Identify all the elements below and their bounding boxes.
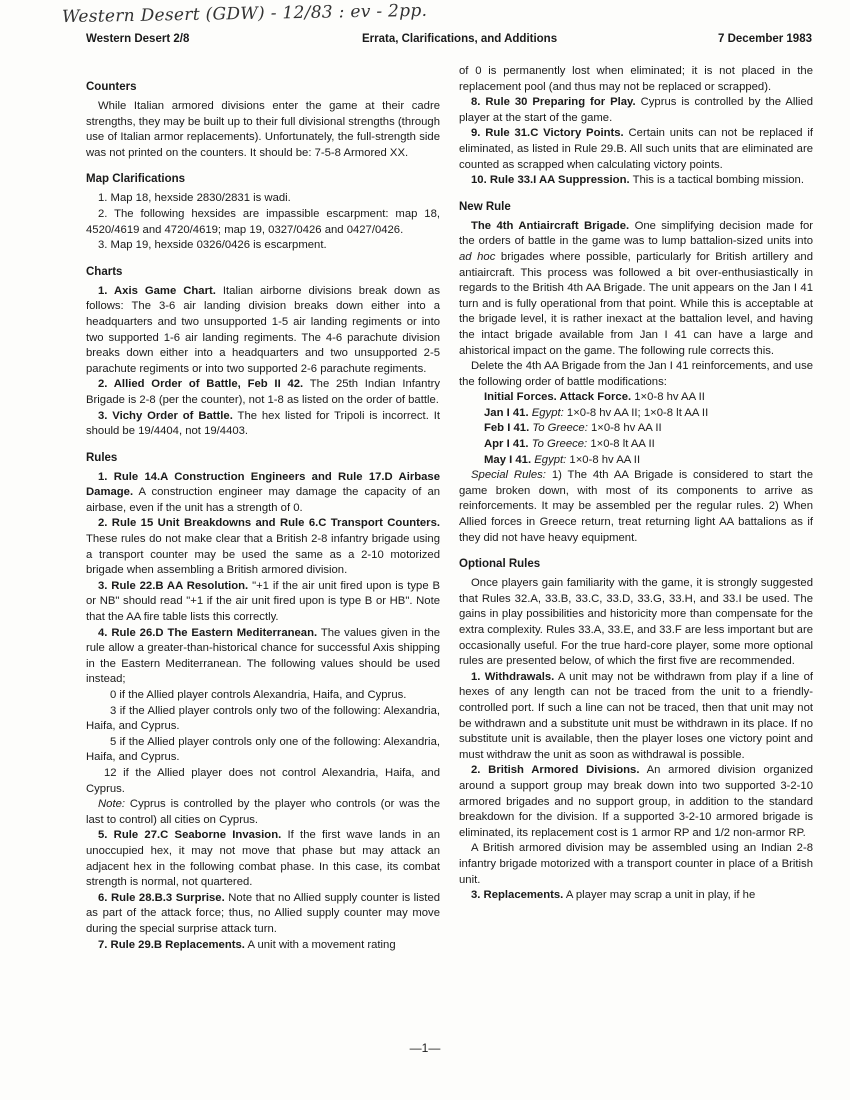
section-counters-title: Counters — [86, 81, 137, 93]
optional-item-2-extra: A British armored division may be assembled using an Indian 2-8 infantry brigade motorized with a transport counter in place of a British unit. — [459, 842, 813, 886]
page-number: —1— — [409, 1041, 441, 1055]
rule-item-9: 9. Rule 31.C Victory Points. Certain units can not be replaced if eliminated, as listed in Rule 29.B. All such units that are eliminated are counted as scrapped when calculating victory points. — [459, 127, 814, 171]
rule-item-7: 7. Rule 29.B Replacements. A unit with a movement rating — [98, 938, 396, 951]
oob-line-3: Feb I 41. To Greece: 1×0-8 hv AA II — [484, 422, 662, 435]
counters-text: While Italian armored divisions enter the game at their cadre strengths, they may be built up to their full divisional strengths (through use of Italian armor replacements). Unfortunately, the full-strength side was not printed on the counters. It should be: 7-5-8 Armored XX. — [86, 100, 440, 159]
section-optional-title: Optional Rules — [459, 558, 541, 571]
rule-item-3: 3. Rule 22.B AA Resolution. "+1 if the air unit fired upon is type B or NB" should read "+1 if the air unit fired upon is type B or HB". Note that the AA fire table lists this correctly. — [86, 579, 440, 624]
oob-line-4: Apr I 41. To Greece: 1×0-8 lt AA II — [484, 438, 655, 451]
rule-item-1: 1. Rule 14.A Construction Engineers and Rule 17.D Airbase Damage. A construction engineer may damage the capacity of an airbase, even if the unit has a strength of 0. — [86, 470, 441, 514]
map-item-2: 2. The following hexsides are impassible escarpment: map 18, 4520/4619 and 4720/4619; map 19, 0327/0426 and 0427/0426. — [86, 207, 440, 236]
optional-item-1: 1. Withdrawals. A unit may not be withdrawn from play if a line of hexes of any length can not be traced from the unit to a friendly-controlled port. If such a line can not be traced, then that unit may not be withdrawn and a substitute unit must be withdrawn in its place. If no substitute unit is available, then the player loses one victory point and must withdraw the unit as soon as withdrawal is possible. — [459, 670, 813, 761]
handwritten-note: Western Desert (GDW) - 12/83 : ev - 2pp. — [61, 0, 428, 28]
chart-item-1: 1. Axis Game Chart. Italian airborne divisions break down as follows: The 3-6 air landing division breaks down either into a headquarters and two unsupported 1-5 air landing regiments or into two supported 1-6 air landing regiments. The 4-6 parachute division breaks down either into a headquarters and two unsupported 2-5 parachute regiments or into two supported 2-6 parachute regiments. — [86, 284, 440, 375]
page-header — [86, 33, 812, 51]
left-column — [86, 80, 440, 953]
right-column — [459, 64, 813, 904]
rule-4-note: Note: Cyprus is controlled by the player who controls (or was the last to control) all cities on Cyprus. — [86, 798, 440, 826]
optional-item-3: 3. Replacements. A player may scrap a unit in play, if he — [471, 889, 756, 902]
new-rule-delete: Delete the 4th AA Brigade from the Jan I 41 reinforcements, and use the following order of battle modifications: — [459, 360, 813, 388]
section-new-rule-title: New Rule — [459, 200, 511, 213]
header-title: Errata, Clarifications, and Additions — [362, 33, 558, 45]
map-item-1: 1. Map 18, hexside 2830/2831 is wadi. — [98, 192, 291, 205]
rule-7-continued: of 0 is permanently lost when eliminated; it is not placed in the replacement pool (and thus may not be replaced or scrapped). — [459, 65, 813, 93]
section-map-title: Map Clarifications — [86, 173, 186, 186]
rule-item-8: 8. Rule 30 Preparing for Play. Cyprus is controlled by the Allied player at the start of the game. — [459, 96, 814, 124]
rule-4-value-12: 12 if the Allied player does not control Alexandria, Haifa, and Cyprus. — [86, 766, 440, 795]
rule-4-value-5: 5 if the Allied player controls only one of the following: Alexandria, Haifa, and Cyprus. — [86, 735, 440, 764]
new-rule-intro: The 4th Antiaircraft Brigade. One simplifying decision made for the orders of battle in the game was to lump battalion-sized units into ad hoc brigades where possible, particularly for British artillery and antiaircraft. This process was followed a bit over-enthusiastically in regards to the British 4th AA Brigade. The unit appears on the Jan I 41 turn and is fully operational from that point. While this is acceptable at the brigade level, it is rather inexact at the battalion level, and having the intact brigade available from Jan I 41 can have a large and ahistorical impact on the game. The following rule corrects this. — [459, 219, 814, 357]
rule-item-2: 2. Rule 15 Unit Breakdowns and Rule 6.C Transport Counters. These rules do not make clear that a British 2-8 infantry brigade using a transport counter may be used the same as a 2-10 motorized brigade when assembling a British armored division. — [86, 517, 440, 577]
rule-4-value-0: 0 if the Allied player controls Alexandria, Haifa, and Cyprus. — [110, 689, 407, 701]
special-rules: Special Rules: 1) The 4th AA Brigade is considered to start the game broken down, with most of its components to arrive as reinforcements. It may be assembled per the regular rules. 2) When Allied forces in Greece return, treat returning light AA battalions as if they did not have heavy equipment. — [459, 469, 813, 544]
optional-item-2: 2. British Armored Divisions. An armored division organized around a support group may break down into two supported 3-2-10 armored brigades and no support group, in addition to the standard breakdown for the division. If a supported 3-2-10 armored brigade is eliminated, its replacement cost is 1 armor RP and 1/2 non-armor RP. — [459, 764, 814, 839]
oob-line-1: Initial Forces. Attack Force. 1×0-8 hv AA II — [484, 391, 705, 404]
rule-item-10: 10. Rule 33.I AA Suppression. This is a tactical bombing mission. — [471, 174, 804, 187]
chart-item-3: 3. Vichy Order of Battle. The hex listed for Tripoli is incorrect. It should be 19/4404, not 19/4403. — [86, 409, 441, 438]
rule-item-4: 4. Rule 26.D The Eastern Mediterranean. The values given in the rule allow a greater-than-historical chance for successful Axis shipping in the Eastern Mediterranean. The following values should be used instead; — [86, 626, 441, 686]
oob-line-2: Jan I 41. Egypt: 1×0-8 hv AA II; 1×0-8 lt AA II — [484, 406, 709, 419]
rule-4-value-3: 3 if the Allied player controls only two of the following: Alexandria, Haifa, and Cyprus. — [86, 704, 440, 733]
optional-intro: Once players gain familiarity with the game, it is strongly suggested that Rules 32.A, 33.B, 33.C, 33.D, 33.G, 33.H, and 33.I be used. The gains in play possibilities and historicity more than compensate for the extra complexity. Rules 33.A, 33.E, and 33.F are less important but are occasionally useful. For the true hard-core player, some more optional rules are presented below, of which the first five are recommended. — [459, 577, 813, 668]
rule-item-5: 5. Rule 27.C Seaborne Invasion. If the first wave lands in an unoccupied hex, it may not move that phase but may attack an adjacent hex in the following combat phase. In this case, its combat strength is normal, not quartered. — [86, 829, 440, 889]
oob-line-5: May I 41. Egypt: 1×0-8 hv AA II — [484, 453, 641, 466]
header-date: 7 December 1983 — [718, 33, 812, 45]
rule-item-6: 6. Rule 28.B.3 Surprise. Note that no Allied supply counter is listed as part of the attack force; thus, no Allied supply counter may move during the special surprise attack turn. — [86, 891, 441, 935]
chart-item-2: 2. Allied Order of Battle, Feb II 42. The 25th Indian Infantry Brigade is 2-8 (per the counter), not 1-8 as listed on the order of battle. — [86, 378, 441, 406]
map-item-3: 3. Map 19, hexside 0326/0426 is escarpment. — [98, 239, 327, 252]
section-rules-title: Rules — [86, 451, 118, 464]
header-left: Western Desert 2/8 — [86, 33, 190, 45]
section-charts-title: Charts — [86, 265, 123, 278]
